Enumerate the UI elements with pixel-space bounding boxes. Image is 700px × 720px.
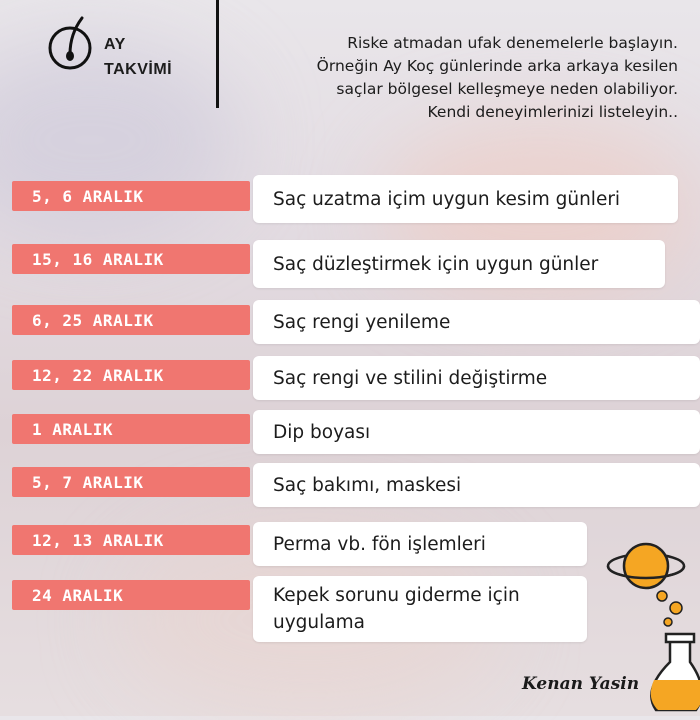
divider bbox=[216, 0, 219, 108]
brand-title bbox=[104, 32, 172, 82]
date-label: 15, 16 ARALIK bbox=[12, 244, 250, 274]
intro-line: saçlar bölgesel kelleşmeye neden olabiliyor. bbox=[336, 80, 678, 98]
date-label: 5, 7 ARALIK bbox=[12, 467, 250, 497]
row-description-line: uygulama bbox=[273, 612, 365, 633]
date-label: 5, 6 ARALIK bbox=[12, 181, 250, 211]
row-description: Saç bakımı, maskesi bbox=[253, 463, 700, 507]
row-description bbox=[253, 576, 587, 642]
date-label: 12, 13 ARALIK bbox=[12, 525, 250, 555]
row-description: Dip boyası bbox=[253, 410, 700, 454]
signature: Kenan Yasin bbox=[522, 674, 640, 694]
intro-line: Riske atmadan ufak denemelerle başlayın. bbox=[347, 34, 678, 52]
intro-line: Örneğin Ay Koç günlerinde arka arkaya kesilen bbox=[316, 57, 678, 75]
brand-line-2: TAKVİMİ bbox=[104, 61, 173, 78]
date-label: 12, 22 ARALIK bbox=[12, 360, 250, 390]
date-label: 6, 25 ARALIK bbox=[12, 305, 250, 335]
row-description: Saç rengi yenileme bbox=[253, 300, 700, 344]
row-description-line: Kepek sorunu giderme için bbox=[273, 585, 520, 606]
date-label: 1 ARALIK bbox=[12, 414, 250, 444]
brand-line-1: AY bbox=[104, 36, 126, 53]
intro-line: Kendi deneyimlerinizi listeleyin.. bbox=[427, 103, 678, 121]
intro-text bbox=[238, 32, 678, 124]
date-label: 24 ARALIK bbox=[12, 580, 250, 610]
row-description: Saç rengi ve stilini değiştirme bbox=[253, 356, 700, 400]
row-description: Saç düzleştirmek için uygun günler bbox=[253, 240, 665, 288]
row-description: Saç uzatma içim uygun kesim günleri bbox=[253, 175, 678, 223]
hair-strand-icon bbox=[48, 12, 108, 74]
row-description: Perma vb. fön işlemleri bbox=[253, 522, 587, 566]
